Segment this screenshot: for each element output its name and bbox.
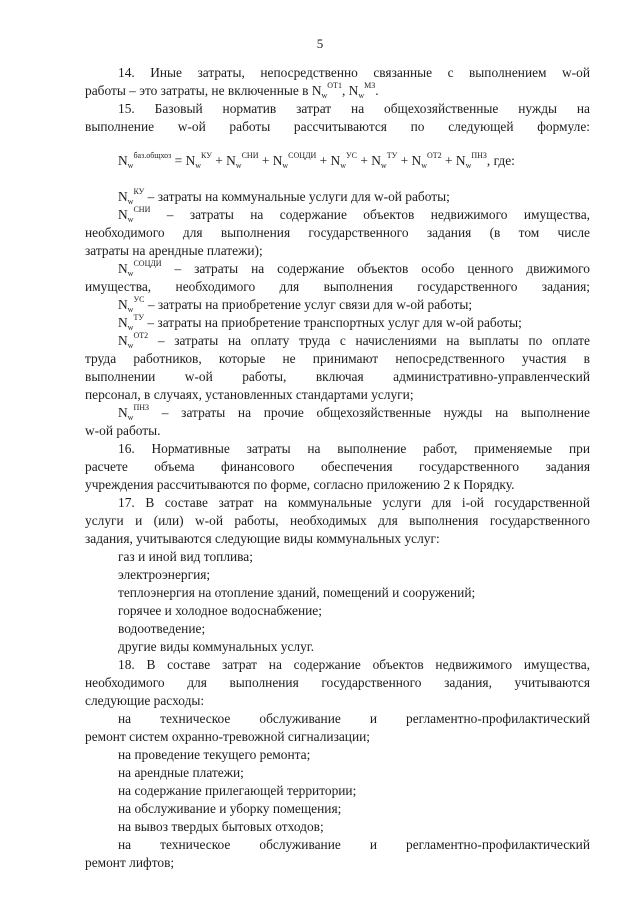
list-item: на вывоз твердых бытовых отходов; — [118, 819, 324, 834]
list-item: электроэнергия; — [118, 567, 211, 582]
definition-pnz-line-1: $N_w^{ПНЗ}$ – затраты на прочие общехозяйственные нужды на выполнение — [118, 403, 590, 422]
definition-socdi-line-1: $N_w^{СОЦДИ}$ – затраты на содержание объектов особо ценного движимого — [118, 259, 590, 278]
list-item: на техническое обслуживание и регламентно-профилактический — [118, 837, 590, 852]
definition-ot2-line-1: $N_w^{ОТ2}$ – затраты на оплату труда с начислениями на выплаты по оплате — [118, 331, 590, 350]
list-item: на арендные платежи; — [118, 765, 244, 780]
definition-ku: $N_w^{КУ}$ – затраты на коммунальные услуги для w-ой работы; — [118, 187, 450, 206]
definition-ot2-line-2: труда работников, которые не принимают непосредственного участия в — [85, 351, 590, 366]
paragraph-18-line-2: необходимого для выполнения государственного задания, учитываются — [85, 675, 590, 690]
definition-ot2-line-4: персонал, в случаях, установленных стандартами услуги; — [85, 387, 414, 402]
paragraph-14-line-2: работы – это затраты, не включенные в $N_w^{ОТ1}$, $N_w^{МЗ}$. — [85, 81, 379, 100]
paragraph-17-line-3: задания, учитываются следующие виды коммунальных услуг: — [85, 531, 440, 546]
paragraph-14-line-1: 14. Иные затраты, непосредственно связанные с выполнением w-ой — [118, 65, 590, 80]
paragraph-17-line-1: 17. В составе затрат на коммунальные услуги для i-ой государственной — [118, 495, 590, 510]
paragraph-18-line-3: следующие расходы: — [85, 693, 205, 708]
paragraph-17-line-2: услуги и (или) w-ой работы, необходимых для выполнения государственного — [85, 513, 590, 528]
paragraph-16-line-1: 16. Нормативные затраты на выполнение работ, применяемые при — [118, 441, 590, 456]
list-item-continuation: ремонт систем охранно-тревожной сигнализации; — [85, 729, 371, 744]
list-item: на проведение текущего ремонта; — [118, 747, 311, 762]
list-item: на техническое обслуживание и регламентно-профилактический — [118, 711, 590, 726]
list-item: горячее и холодное водоснабжение; — [118, 603, 322, 618]
paragraph-18-line-1: 18. В составе затрат на содержание объектов недвижимого имущества, — [118, 657, 590, 672]
definition-sni-line-1: $N_w^{СНИ}$ – затраты на содержание объектов недвижимого имущества, — [118, 205, 590, 224]
paragraph-16-line-3: учреждения рассчитываются по форме, согласно приложению 2 к Порядку. — [85, 477, 515, 492]
definition-sni-line-2: необходимого для выполнения государственного задания (в том числе — [85, 225, 590, 240]
page-number: 5 — [316, 36, 324, 51]
list-item: на содержание прилегающей территории; — [118, 783, 357, 798]
list-item: другие виды коммунальных услуг. — [118, 639, 315, 654]
paragraph-16-line-2: расчете объема финансового обеспечения государственного задания — [85, 459, 590, 474]
list-item: газ и иной вид топлива; — [118, 549, 253, 564]
definition-socdi-line-2: имущества, необходимого для выполнения государственного задания; — [85, 279, 590, 294]
paragraph-15-line-1: 15. Базовый норматив затрат на общехозяйственные нужды на — [118, 101, 590, 116]
base-norm-formula: $N_w^{баз.общхоз} = N_w^{КУ} + N_w^{СНИ} + N_w^{СОЦДИ} + N_w^{УС} + N_w^{ТУ} + N_w^{ОТ2} + N_w^{ПНЗ}$, где: — [118, 151, 515, 170]
definition-us: $N_w^{УС}$ – затраты на приобретение услуг связи для w-ой работы; — [118, 295, 473, 314]
definition-sni-line-3: затраты на арендные платежи); — [85, 243, 263, 258]
paragraph-15-line-2: выполнение w-ой работы рассчитываются по следующей формуле: — [85, 119, 590, 134]
definition-pnz-line-2: w-ой работы. — [85, 423, 161, 438]
definition-ot2-line-3: выполнении w-ой работы, включая административно-управленческий — [85, 369, 590, 384]
list-item: водоотведение; — [118, 621, 206, 636]
definition-tu: $N_w^{ТУ}$ – затраты на приобретение транспортных услуг для w-ой работы; — [118, 313, 522, 332]
list-item: теплоэнергия на отопление зданий, помещений и сооружений; — [118, 585, 476, 600]
list-item-continuation: ремонт лифтов; — [85, 855, 175, 870]
list-item: на обслуживание и уборку помещения; — [118, 801, 342, 816]
